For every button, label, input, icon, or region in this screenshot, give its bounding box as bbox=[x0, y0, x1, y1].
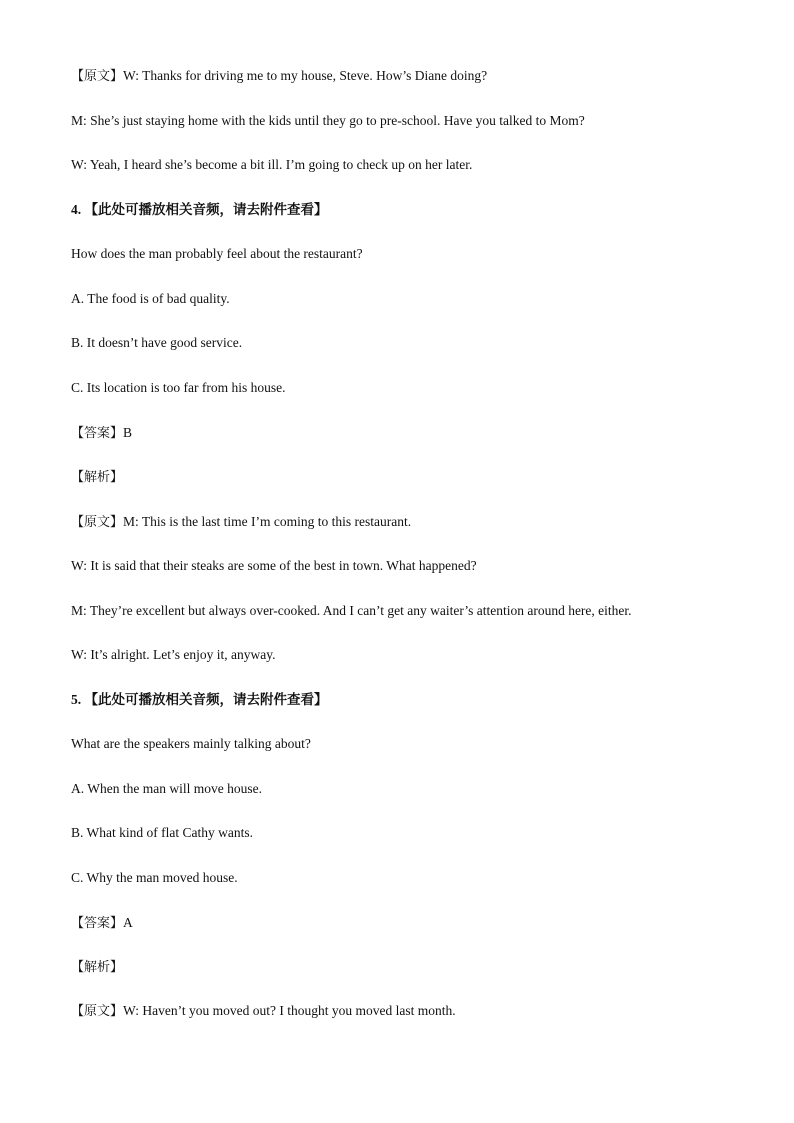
option-line bbox=[71, 824, 731, 842]
transcript-line bbox=[71, 646, 731, 664]
answer-text: A bbox=[123, 915, 133, 930]
transcript-line bbox=[71, 67, 731, 86]
option-line bbox=[71, 290, 731, 308]
line-text: M: They’re excellent but always over-cooked. And I can’t get any waiter’s attention around here, either. bbox=[71, 603, 632, 618]
transcript-line bbox=[71, 156, 731, 174]
option-text: A. The food is of bad quality. bbox=[71, 291, 230, 306]
transcript-line bbox=[71, 112, 731, 130]
line-text: What are the speakers mainly talking about? bbox=[71, 736, 311, 751]
transcript-line bbox=[71, 602, 731, 620]
question-text bbox=[71, 245, 731, 263]
transcript-line bbox=[71, 513, 731, 532]
answer-line bbox=[71, 914, 731, 933]
option-text: C. Why the man moved house. bbox=[71, 870, 238, 885]
question-text bbox=[71, 735, 731, 753]
line-text: W: Yeah, I heard she’s become a bit ill. I’m going to check up on her later. bbox=[71, 157, 473, 172]
option-line bbox=[71, 334, 731, 352]
line-text: M: This is the last time I’m coming to this restaurant. bbox=[123, 514, 412, 529]
answer-line bbox=[71, 424, 731, 443]
question-heading-text: 5. 【此处可播放相关音频，请去附件查看】 bbox=[71, 692, 328, 707]
section-tag: 【原文】 bbox=[71, 69, 124, 84]
question-heading-text: 4. 【此处可播放相关音频，请去附件查看】 bbox=[71, 202, 328, 217]
section-tag: 【原文】 bbox=[71, 515, 124, 530]
analysis-heading bbox=[71, 468, 731, 487]
transcript-line bbox=[71, 1002, 731, 1021]
line-text: W: Thanks for driving me to my house, Steve. How’s Diane doing? bbox=[123, 68, 488, 83]
answer-tag: 【答案】 bbox=[71, 916, 124, 931]
option-line bbox=[71, 780, 731, 798]
section-tag: 【原文】 bbox=[71, 1004, 124, 1019]
analysis-tag: 【解析】 bbox=[71, 960, 124, 975]
answer-text: B bbox=[123, 425, 133, 440]
option-line bbox=[71, 379, 731, 397]
option-text: C. Its location is too far from his house. bbox=[71, 380, 286, 395]
line-text: W: It is said that their steaks are some of the best in town. What happened? bbox=[71, 558, 477, 573]
option-text: B. It doesn’t have good service. bbox=[71, 335, 243, 350]
question-heading bbox=[71, 691, 731, 709]
line-text: W: Haven’t you moved out? I thought you moved last month. bbox=[123, 1003, 456, 1018]
answer-tag: 【答案】 bbox=[71, 426, 124, 441]
line-text: How does the man probably feel about the restaurant? bbox=[71, 246, 363, 261]
line-text: W: It’s alright. Let’s enjoy it, anyway. bbox=[71, 647, 276, 662]
analysis-heading bbox=[71, 958, 731, 977]
line-text: M: She’s just staying home with the kids until they go to pre-school. Have you talked to Mom? bbox=[71, 113, 585, 128]
option-line bbox=[71, 869, 731, 887]
option-text: B. What kind of flat Cathy wants. bbox=[71, 825, 253, 840]
option-text: A. When the man will move house. bbox=[71, 781, 262, 796]
transcript-line bbox=[71, 557, 731, 575]
analysis-tag: 【解析】 bbox=[71, 470, 124, 485]
question-heading bbox=[71, 201, 731, 219]
